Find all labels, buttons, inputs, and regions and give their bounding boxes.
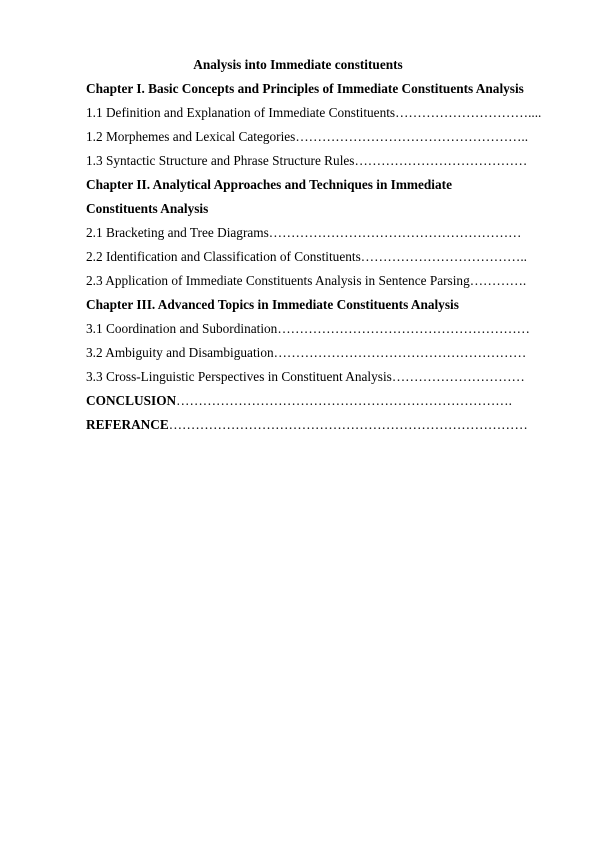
toc-entry-3-2 [86,345,566,369]
toc-entry-3-3 [86,369,566,393]
toc-references-dots: ……………………………………………………………………… [168,417,528,432]
toc-entry-1-2-text: 1.2 Morphemes and Lexical Categories [86,129,296,144]
toc-entry-3-2-dots: ………………………………………………… [273,345,527,360]
toc-chapter-1-text: Chapter I. Basic Concepts and Principles of Immediate Constituents Analysis [86,81,524,96]
toc-entry-3-3-text: 3.3 Cross-Linguistic Perspectives in Constituent Analysis [86,369,392,384]
toc-chapter-2-continued [86,201,566,225]
toc-entry-1-1-text: 1.1 Definition and Explanation of Immediate Constituents [86,105,396,120]
toc-references [86,417,566,441]
toc-chapter-3 [86,297,566,321]
toc-entry-1-2-dots: …………………………………………….. [295,129,529,144]
toc-entry-2-3-text: 2.3 Application of Immediate Constituents Analysis in Sentence Parsing [86,273,470,288]
toc-entry-3-1 [86,321,566,345]
toc-chapter-2 [86,177,566,201]
toc-entry-2-3 [86,273,566,297]
toc-entry-1-1-dots: ………………………….... [395,105,542,120]
toc-entry-2-2-text: 2.2 Identification and Classification of Constituents [86,249,361,264]
toc-chapter-1 [86,81,566,105]
toc-entry-3-2-text: 3.2 Ambiguity and Disambiguation [86,345,274,360]
toc-chapter-3-text: Chapter III. Advanced Topics in Immediate Constituents Analysis [86,297,459,312]
toc-conclusion [86,393,566,417]
toc-entry-3-1-text: 3.1 Coordination and Subordination [86,321,278,336]
toc-entry-3-3-dots: ………………………… [391,369,525,384]
toc-entry-1-3-text: 1.3 Syntactic Structure and Phrase Structure Rules [86,153,355,168]
toc-conclusion-text: CONCLUSION [86,393,177,408]
toc-references-text: REFERANCE [86,417,169,432]
toc-entry-2-1-text: 2.1 Bracketing and Tree Diagrams [86,225,269,240]
toc-entry-1-3 [86,153,566,177]
document-title: Analysis into Immediate constituents [193,57,403,72]
toc-chapter-2-text: Chapter II. Analytical Approaches and Techniques in Immediate [86,177,452,192]
toc-entry-1-2 [86,129,566,153]
toc-entry-2-2-dots: ……………………………….. [360,249,527,264]
toc-entry-1-3-dots: ………………………………… [354,153,528,168]
toc-entry-2-3-dots: …………. [469,273,527,288]
table-of-contents [86,81,566,441]
toc-entry-1-1 [86,105,566,129]
toc-conclusion-dots: …………………………………………………………………. [176,393,512,408]
toc-entry-2-1 [86,225,566,249]
toc-entry-2-1-dots: ………………………………………………… [268,225,522,240]
toc-chapter-2-continued-text: Constituents Analysis [86,201,209,216]
toc-entry-3-1-dots: ………………………………………………… [277,321,530,336]
toc-entry-2-2 [86,249,566,273]
